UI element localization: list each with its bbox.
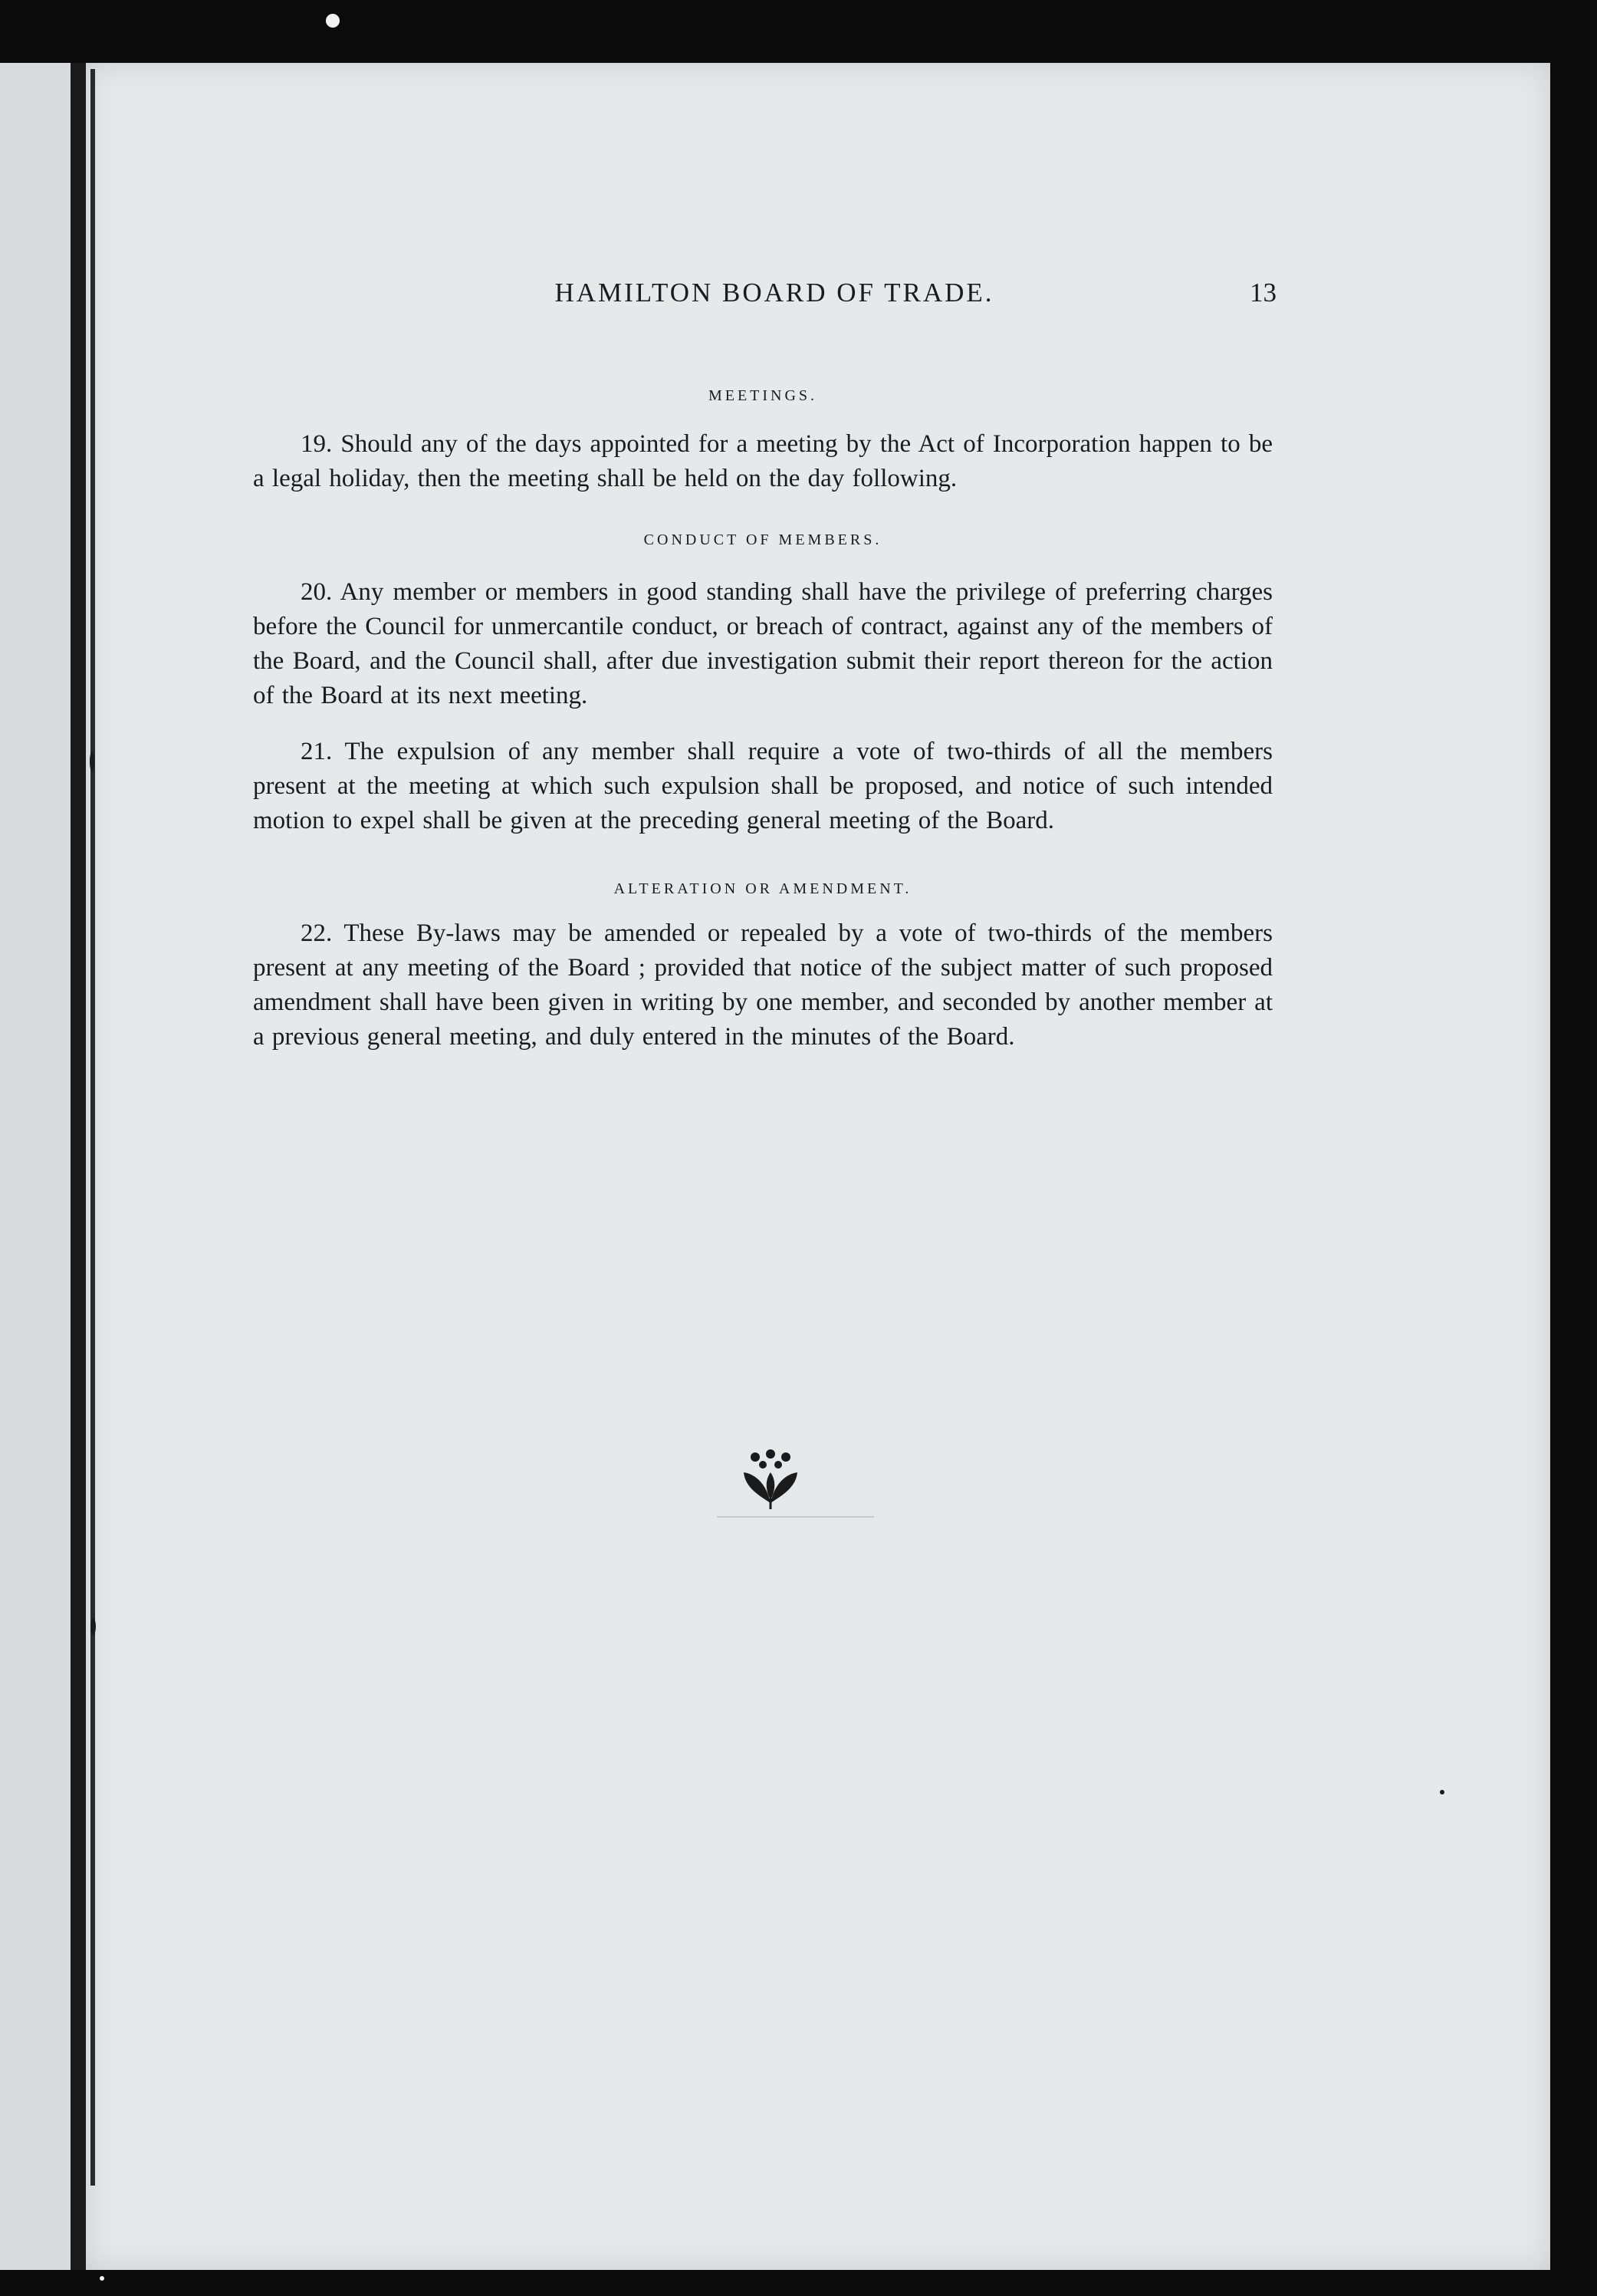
bylaw-paragraph-22-text: 22. These By-laws may be amended or repealed by a vote of two-thirds of the members present at any meeting of the Board ; provided that notice of the subject matter of such proposed amendment shall have been given in writing by one member, and seconded by another member at a previous general meeting, and duly entered in the minutes of the Board. <box>253 919 1273 1051</box>
bylaw-paragraph-20 <box>253 575 1273 713</box>
section-heading-meetings: MEETINGS. <box>708 387 818 404</box>
scan-speck <box>100 2276 104 2281</box>
bylaw-paragraph-22 <box>253 916 1273 1054</box>
section-heading-conduct: CONDUCT OF MEMBERS. <box>643 531 882 548</box>
bylaw-paragraph-21 <box>253 735 1273 838</box>
bylaw-paragraph-19 <box>253 427 1273 496</box>
scan-speck <box>90 752 94 771</box>
scan-speck <box>1440 1790 1444 1794</box>
scan-speck <box>326 14 340 28</box>
page-number: 13 <box>1250 278 1277 308</box>
floral-ornament-icon <box>736 1449 805 1511</box>
running-head-title: HAMILTON BOARD OF TRADE. <box>554 278 994 308</box>
ornament-underline <box>717 1516 874 1518</box>
bylaw-paragraph-20-text: 20. Any member or members in good standing shall have the privilege of preferring charges before the Council for unmercantile conduct, or breach of contract, against any of the members of the Board, and the Council shall, after due investigation submit their report thereon for the action of the Board at its next meeting. <box>253 578 1273 709</box>
bylaw-paragraph-19-text: 19. Should any of the days appointed for a meeting by the Act of Incorporation happen to be a legal holiday, then the meeting shall be held on the day following. <box>253 430 1273 492</box>
binding-line <box>90 69 95 2186</box>
bylaw-paragraph-21-text: 21. The expulsion of any member shall require a vote of two-thirds of all the members present at the meeting at which such expulsion shall be proposed, and notice of such intended motion to expel shall be given at the preceding general meeting of the Board. <box>253 738 1273 834</box>
section-heading-alteration: ALTERATION OR AMENDMENT. <box>613 880 912 897</box>
scan-speck <box>90 1618 96 1635</box>
page-gutter-shadow <box>71 63 87 2270</box>
